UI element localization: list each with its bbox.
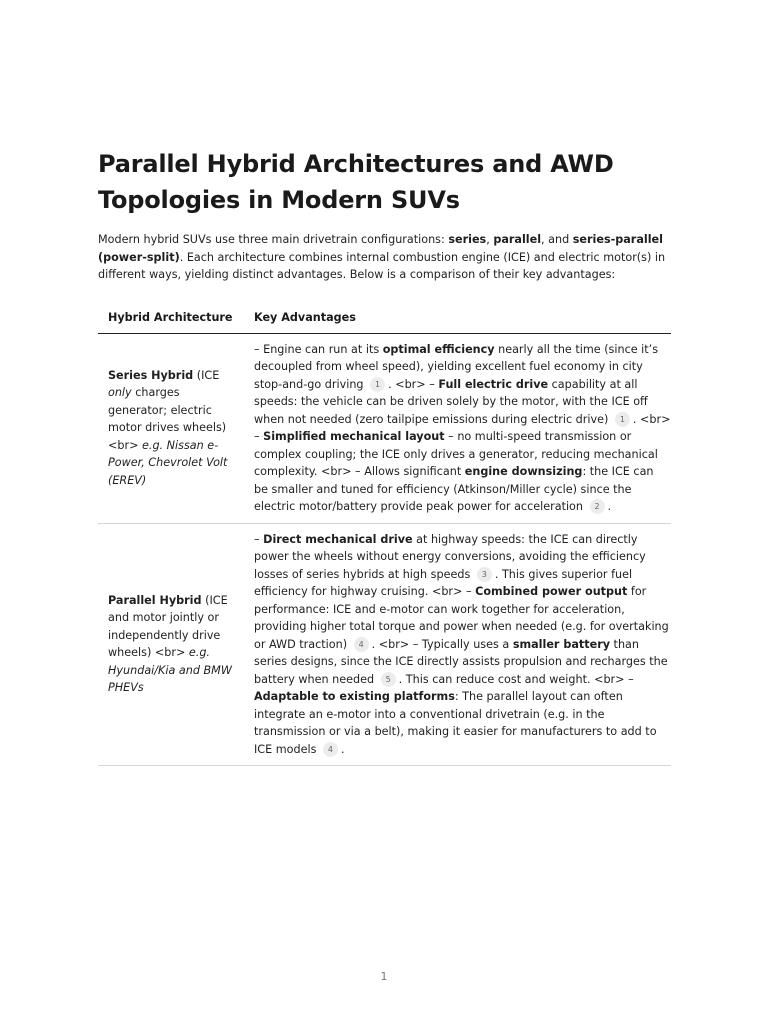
comparison-table: [98, 306, 671, 766]
text-run: Modern hybrid SUVs use three main drivetrain configurations:: [98, 233, 449, 246]
text-run: . This gives superior fuel efficiency for highway cruising. <br> –: [254, 567, 633, 598]
text-run: (ICE: [193, 368, 220, 382]
bold-text: smaller battery: [512, 637, 610, 651]
series-hybrid-architecture-cell: [98, 333, 244, 523]
parallel-hybrid-advantages-cell: [244, 523, 671, 766]
intro-paragraph: [98, 231, 671, 284]
text-run: , and: [541, 233, 573, 246]
text-run: : The parallel layout can often integrate an e-motor into a conventional drivetrain (e.g. in the transmission or via a belt), making it easier for manufacturers to add to ICE models: [254, 690, 657, 756]
citation-badge[interactable]: 4: [354, 637, 369, 652]
table-row: [98, 523, 671, 766]
series-hybrid-advantages-cell: [244, 333, 671, 523]
bold-text: Direct mechanical drive: [263, 532, 413, 546]
text-run: than series designs, since the ICE directly assists propulsion and recharges the battery when needed: [254, 637, 668, 686]
bold-text: series-parallel (power-split): [98, 233, 663, 264]
bold-text: Combined power output: [475, 585, 628, 598]
header-advantages: Key Advantages: [244, 306, 671, 333]
citation-badge[interactable]: 1: [370, 377, 385, 392]
citation-badge[interactable]: 5: [381, 672, 396, 687]
italic-text: e.g. Hyundai/Kia and BMW PHEVs: [108, 646, 232, 695]
bold-text: Adaptable to existing platforms: [254, 690, 455, 703]
text-run: .: [340, 742, 345, 756]
text-run: for performance: ICE and e-motor can work together for acceleration, providing higher total torque and power when needed (e.g. for overtaking or AWD traction): [254, 585, 669, 651]
table-header-row: [98, 306, 671, 333]
text-run: .: [607, 500, 612, 513]
italic-text: only: [108, 386, 132, 400]
text-run: . <br> – Typically uses a: [371, 637, 513, 651]
text-run: at highway speeds: the ICE can directly power the wheels without energy conversions, avoiding the efficiency losses of series hybrids at high speeds: [254, 532, 646, 581]
text-run: . This can reduce cost and weight. <br> –: [398, 672, 634, 686]
bold-text: series: [448, 233, 487, 246]
citation-badge[interactable]: 2: [590, 499, 605, 514]
citation-badge[interactable]: 4: [323, 742, 338, 757]
bold-text: optimal efficiency: [382, 342, 495, 356]
bold-text: Parallel Hybrid: [108, 593, 202, 607]
text-run: –: [254, 532, 264, 546]
bold-text: Simplified mechanical layout: [263, 430, 445, 443]
text-run: – no multi-speed transmission or complex coupling; the ICE only drives a generator, reducing mechanical complexity. <br> – Allows significant: [254, 430, 658, 478]
bold-text: Series Hybrid: [108, 368, 194, 382]
text-run: capability at all speeds: the vehicle can be driven solely by the motor, with the ICE off when not needed (zero tailpipe emissions during electric drive): [254, 377, 648, 426]
bold-text: engine downsizing: [464, 465, 583, 478]
text-run: . <br> –: [388, 377, 439, 391]
page-number: 1: [380, 970, 388, 983]
table-row: [98, 333, 671, 523]
text-run: : the ICE can be smaller and tuned for efficiency (Atkinson/Miller cycle) since the electric motor/battery provide peak power for acceleration: [254, 465, 654, 513]
citation-badge[interactable]: 3: [477, 567, 492, 582]
text-run: . <br> –: [254, 412, 671, 443]
header-architecture: Hybrid Architecture: [98, 306, 244, 333]
parallel-hybrid-architecture-cell: [98, 523, 244, 766]
text-run: – Engine can run at its: [254, 342, 383, 356]
text-run: . Each architecture combines internal combustion engine (ICE) and electric motor(s) in different ways, yielding distinct advantages. Below is a comparison of their key advantages:: [98, 250, 666, 281]
bold-text: parallel: [493, 233, 542, 246]
text-run: (ICE and motor jointly or independently drive wheels) <br>: [108, 593, 228, 660]
italic-text: e.g. Nissan e-Power, Chevrolet Volt (EREV): [108, 438, 228, 487]
text-run: charges generator; electric motor drives wheels) <br>: [108, 386, 227, 452]
text-run: nearly all the time (since it’s decoupled from wheel speed), yielding excellent fuel economy in city stop-and-go driving: [254, 342, 659, 391]
text-run: ,: [486, 233, 494, 246]
citation-badge[interactable]: 1: [615, 412, 630, 427]
page-title: Parallel Hybrid Architectures and AWD Topologies in Modern SUVs: [98, 150, 614, 214]
bold-text: Full electric drive: [438, 377, 549, 391]
